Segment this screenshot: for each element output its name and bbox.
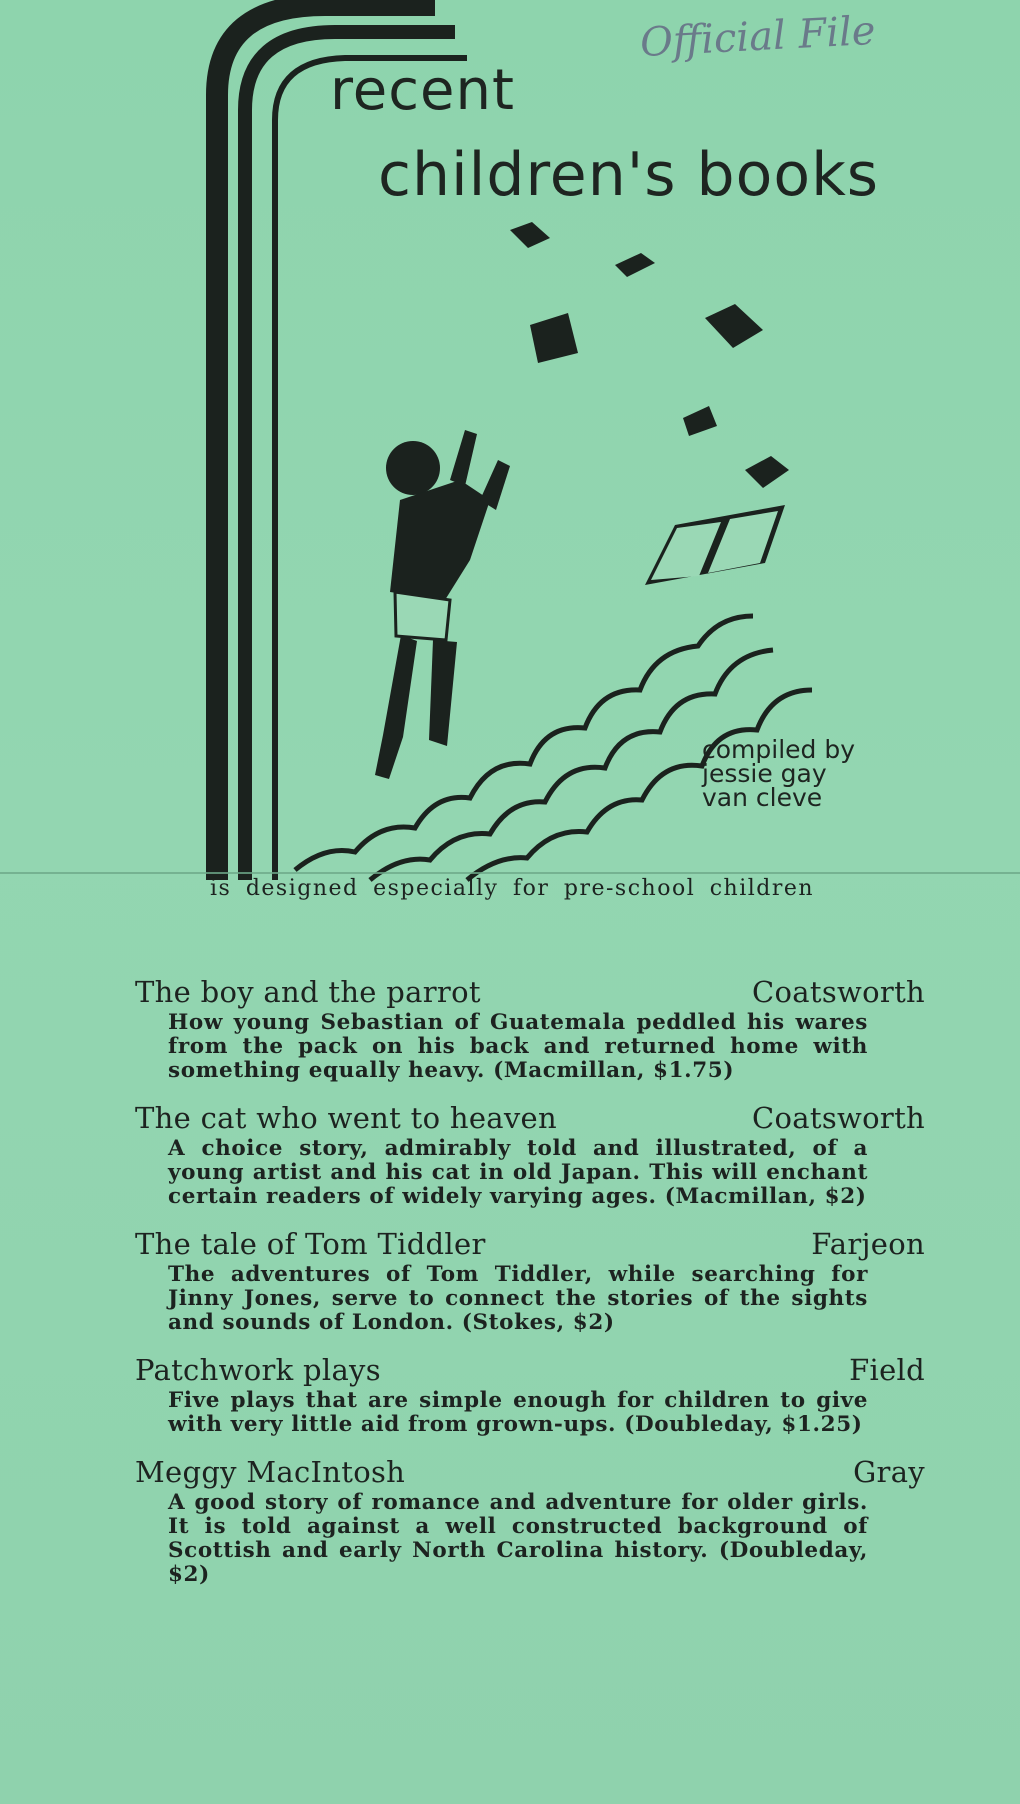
compiler-line: van cleve	[702, 783, 823, 812]
book-author: Coatsworth	[752, 975, 925, 1009]
cover-title-line2: children's books	[378, 140, 880, 210]
book-description: Five plays that are simple enough for children to give with very little aid from grown-ups. (Doubleday, $1.25)	[168, 1388, 868, 1437]
book-icon	[510, 222, 550, 248]
book-list	[0, 975, 1020, 1588]
book-entry	[0, 975, 1020, 1083]
book-author: Gray	[853, 1455, 925, 1489]
book-title: The tale of Tom Tiddler	[135, 1227, 486, 1261]
book-title: Meggy MacIntosh	[135, 1455, 406, 1489]
compiler-credit	[702, 735, 856, 812]
book-entry	[0, 1455, 1020, 1587]
book-title: Patchwork plays	[135, 1353, 381, 1387]
book-author: Coatsworth	[752, 1101, 925, 1135]
boy-figure	[375, 430, 510, 779]
book-description: How young Sebastian of Guatemala peddled his wares from the pack on his back and returned home with something equally heavy. (Macmillan, $1.75)	[168, 1010, 868, 1083]
tagline-text: is designed especially for pre-school children	[210, 876, 815, 901]
page-fold-divider	[0, 872, 1020, 874]
official-file-annotation: Official File	[638, 7, 877, 67]
book-icon	[705, 304, 763, 348]
book-title: The boy and the parrot	[135, 975, 481, 1009]
book-author: Field	[849, 1353, 925, 1387]
book-icon	[615, 253, 655, 277]
compiler-line: compiled by	[702, 735, 856, 764]
book-entry	[0, 1101, 1020, 1209]
book-title: The cat who went to heaven	[135, 1101, 557, 1135]
book-icon	[745, 456, 789, 488]
book-description: The adventures of Tom Tiddler, while searching for Jinny Jones, serve to connect the stories of the sights and sounds of London. (Stokes, $2)	[168, 1262, 868, 1335]
book-entry	[0, 1227, 1020, 1335]
book-icon	[530, 313, 578, 363]
cover-title-line1: recent	[330, 58, 515, 123]
book-description: A choice story, admirably told and illustrated, of a young artist and his cat in old Japan. This will enchant certain readers of widely varying ages. (Macmillan, $2)	[168, 1136, 868, 1209]
flying-books	[510, 222, 789, 488]
book-icon	[683, 406, 717, 436]
book-description: A good story of romance and adventure for older girls. It is told against a well constructed background of Scottish and early North Carolina history. (Doubleday, $2)	[168, 1490, 868, 1587]
compiler-line: jessie gay	[702, 759, 827, 788]
book-author: Farjeon	[811, 1227, 925, 1261]
open-book-icon	[645, 505, 785, 585]
book-entry	[0, 1353, 1020, 1437]
